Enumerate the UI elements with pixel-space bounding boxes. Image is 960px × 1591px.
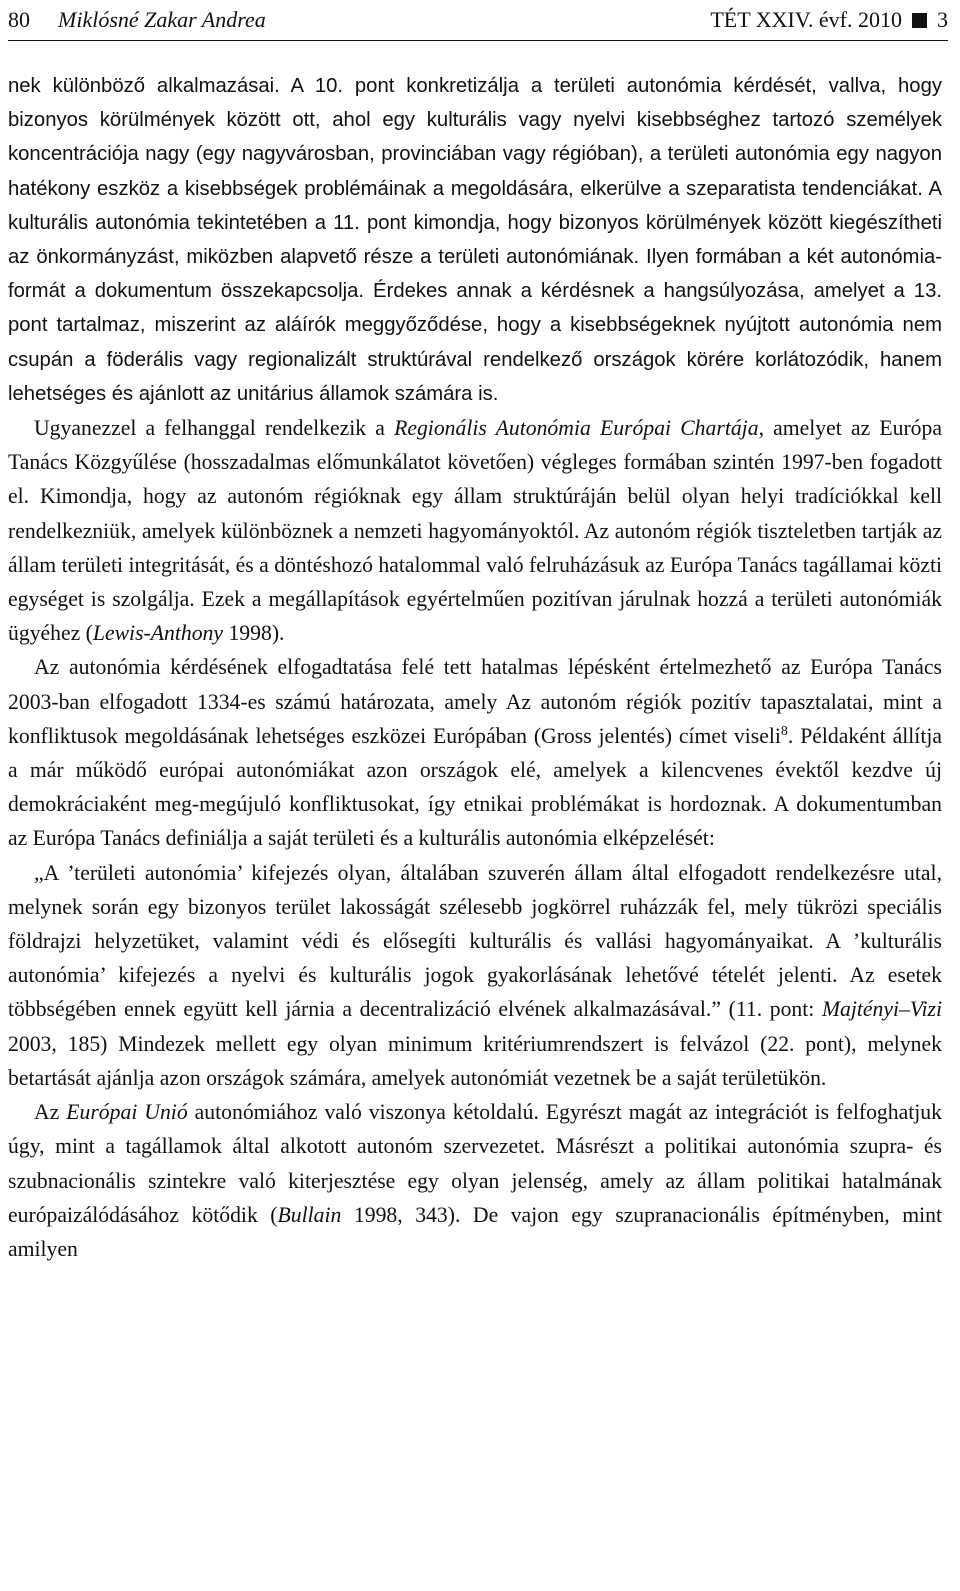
page-number: 80: [8, 7, 30, 32]
issue-number: 3: [937, 7, 948, 32]
running-header: [8, 2, 948, 38]
text-run: 2003, 185) Mindezek mellett egy olyan minimum kritériumrendszert is felvázol (22. pont), melynek betartását ajánlja azon országok számára, amelyek autonómiát vezetnek be a saját területükön.: [8, 1031, 942, 1090]
text-run: nek különböző alkalmazásai. A 10. pont konkretizálja a területi autonómia kérdését, vallva, hogy bizonyos körülmények között ott, ahol egy kulturális vagy nyelvi kisebbséghez tartozó személyek koncentrációja nagy (egy nagyvárosban, provinciában vagy régióban), a területi autonómia egy nagyon hatékony eszköz a kisebbségek problémáinak a megoldására, elkerülve a szeparatista tendenciákat. A kulturális autonómia tekintetében a 11. pont kimondja, hogy bizonyos körülmények között kiegészítheti az önkormányzást, miközben alapvető része a területi autonómiának. Ilyen formában a két autonómia-formát a dokumentum összekapcsolja. Érdekes annak a kérdésnek a hangsúlyozása, amelyet a 13. pont tartalmaz, miszerint az aláírók meggyőződése, hogy a kisebbségeknek nyújtott autonómia nem csupán a föderális vagy regionalizált struktúrával rendelkező országok körére korlátozódik, hanem lehetséges és ajánlott az unitárius államok számára is.: [8, 75, 942, 405]
paragraph: [8, 856, 942, 1095]
text-run: Ugyanezzel a felhanggal rendelkezik a: [34, 416, 395, 441]
paragraph: [8, 1095, 942, 1266]
italic-reference: Európai Unió: [66, 1100, 188, 1125]
square-bullet-icon: [912, 13, 927, 28]
italic-reference: Bullain: [277, 1202, 342, 1227]
text-run: autonómiához való viszonya kétoldalú. Egyrészt magát az integrációt is felfoghatjuk úgy, mint a tagállamok által alkotott autonóm szervezetet. Másrészt a politikai autonómia szupra- és szubnacionális szintekre való kiterjesztése egy olyan jelenség, amely az állam politikai hatalmának európaizálódásához kötődik (: [8, 1100, 942, 1227]
body-text: [8, 69, 942, 1266]
journal-title: TÉT XXIV. évf. 2010: [710, 7, 902, 32]
text-run: 1998).: [223, 621, 285, 646]
text-run: „A ’területi autonómia’ kifejezés olyan, általában szuverén állam által elfogadott rendelkezésre utal, melynek során egy bizonyos terület lakosságát szélesebb jogkörrel ruházzák fel, mely tükrözi speciális földrajzi helyzetüket, valamint védi és elősegíti kulturális és vallási hagyományaikat. A ’kulturális autonómia’ kifejezés a nyelvi és kulturális jogok gyakorlásának lehetővé tételét jelenti. Az esetek többségében ennek együtt kell járnia a decentralizáció elvének alkalmazásával.” (11. pont:: [8, 860, 942, 1022]
text-run: Az: [34, 1100, 67, 1125]
paragraph: [8, 650, 942, 855]
paragraph: [8, 411, 942, 650]
text-run: . Példaként állítja a már működő európai autonómiákat azon országok elé, amelyek a kilencvenes évektől kezdve új demokráciaként meg-megújuló konfliktusokat, így etnikai problémákat is hordoznak. A dokumentumban az Európa Tanács definiálja a saját területi és a kulturális autonómia elképzelését:: [8, 723, 943, 851]
footnote-marker: 8: [780, 723, 788, 739]
italic-reference: Majtényi–Vizi: [821, 997, 942, 1022]
text-run: Az autonómia kérdésének elfogadtatása felé tett hatalmas lépésként értelmezhető az Európa Tanács 2003-ban elfogadott 1334-es számú határozata, amely Az autonóm régiók pozitív tapasztalatai, mint a konfliktusok megoldásának lehetséges eszközei Európában (Gross jelentés) címet viseli: [8, 655, 942, 748]
text-run: , amelyet az Európa Tanács Közgyűlése (hosszadalmas előmunkálatot követően) végleges formában szintén 1997-ben fogadott el. Kimondja, hogy az autonóm régióknak egy állam struktúráján belül olyan helyi tradíciókkal kell rendelkezniük, amelyek különböznek a nemzeti hagyományoktól. Az autonóm régiók tiszteletben tartják az állam területi integritását, és a döntéshozó hatalommal való felruházásuk az Európa Tanács tagállamai közti egységet is szolgálja. Ezek a megállapítások egyértelműen pozitívan járulnak hozzá a területi autonómiák ügyéhez (: [8, 416, 942, 646]
journal-reference: [710, 7, 948, 33]
italic-reference: Lewis-Anthony: [92, 621, 224, 646]
author-name: Miklósné Zakar Andrea: [58, 7, 266, 32]
text-run: 1998, 343). De vajon egy szupranacionális építményben, mint amilyen: [8, 1202, 942, 1261]
italic-reference: Regionális Autonómia Európai Chartája: [394, 416, 759, 441]
header-rule: [8, 40, 948, 41]
paragraph: [8, 69, 942, 411]
